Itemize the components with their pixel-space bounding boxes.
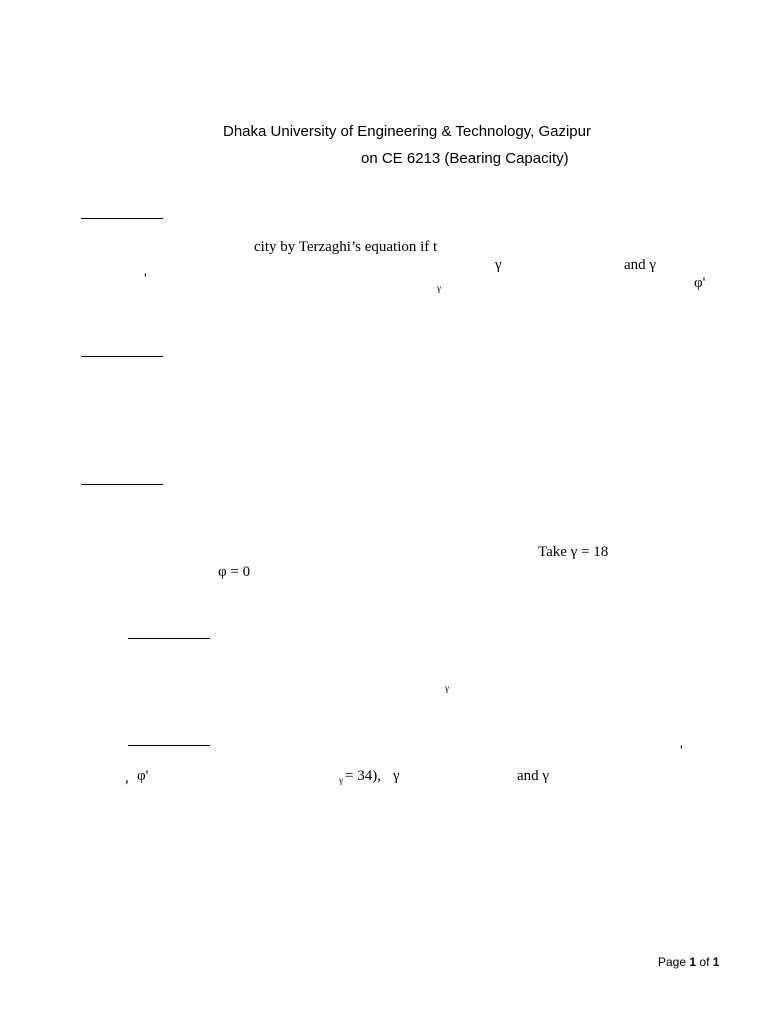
- question-4-subscript-gamma: γ: [445, 683, 449, 693]
- question-5-equation: = 34),: [345, 768, 381, 784]
- question-5-prime-mark: ': [680, 743, 683, 759]
- question-1-text: city by Terzaghi’s equation if t: [254, 239, 438, 255]
- question-3-take-gamma: Take γ = 18: [538, 544, 609, 560]
- course-title: on CE 6213 (Bearing Capacity): [361, 150, 569, 167]
- question-2-underline: [81, 356, 163, 357]
- page-word: Page: [658, 955, 687, 969]
- question-3-underline: [81, 484, 163, 485]
- question-1-gamma: γ: [495, 257, 502, 273]
- question-1-subscript-gamma: γ: [437, 283, 441, 293]
- of-word: of: [699, 955, 710, 969]
- question-4-underline: [128, 638, 210, 639]
- page-number: [658, 956, 719, 968]
- question-1-phi-prime: φ': [694, 275, 706, 291]
- question-5-underline: [128, 745, 210, 746]
- question-5-comma: ,: [125, 770, 129, 786]
- current-page: 1: [689, 955, 697, 969]
- question-5-phi-prime: φ': [137, 768, 149, 784]
- question-1-underline: [81, 218, 163, 219]
- question-5-and-gamma: and γ: [517, 768, 550, 784]
- university-title: Dhaka University of Engineering & Technology, Gazipur: [223, 123, 591, 140]
- total-pages: 1: [712, 955, 720, 969]
- question-5-gamma: γ: [393, 768, 400, 784]
- question-1-and-gamma: and γ: [624, 257, 657, 273]
- question-3-phi-zero: φ = 0: [218, 564, 251, 580]
- question-5-subscript-gamma: γ: [339, 775, 343, 785]
- question-1-prime-mark: ': [144, 271, 147, 287]
